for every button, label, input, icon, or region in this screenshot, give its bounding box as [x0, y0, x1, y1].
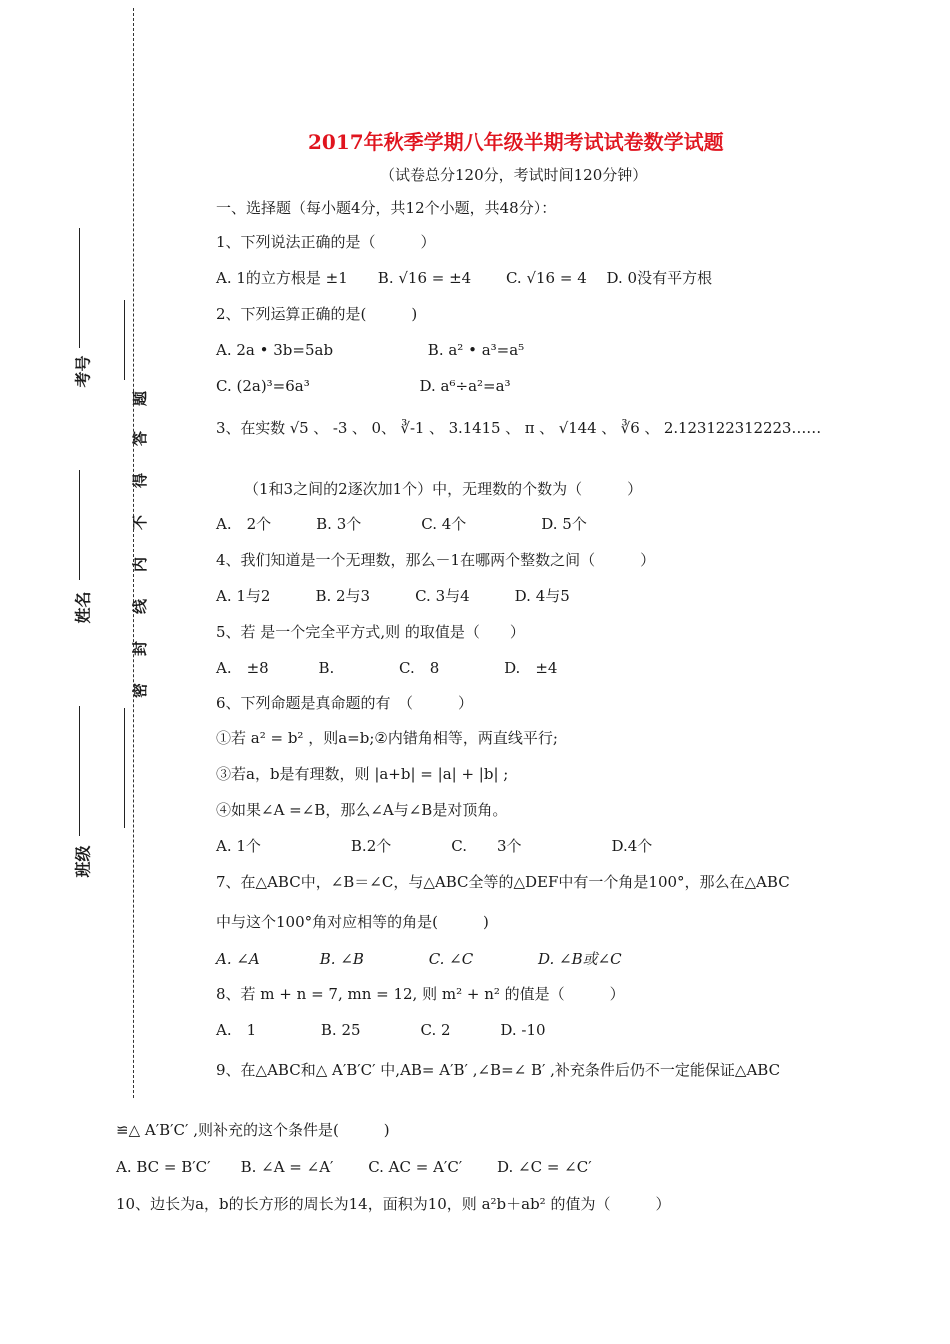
exam-title: 2017年秋季学期八年级半期考试试卷数学试题 — [308, 130, 724, 154]
question-2-options-cd: C. (2a)³=6a³ D. a⁶÷a²=a³ — [216, 377, 511, 395]
question-10: 10、边长为a，b的长方形的周长为14，面积为10，则 a²b＋ab² 的值为（ ） — [116, 1195, 671, 1213]
seal-char-7: 封 — [131, 640, 150, 657]
binding-dashed-line — [133, 8, 134, 1098]
seal-char-6: 线 — [131, 598, 150, 615]
question-8: 8、若 m + n = 7, mn = 12, 则 m² + n² 的值是（ ） — [216, 985, 625, 1003]
question-6-statement-1-2: ①若 a² = b² ，则a=b;②内错角相等，两直线平行; — [216, 729, 558, 747]
question-9-options: A. BC = B′C′ B. ∠A = ∠A′ C. AC = A′C′ D. ∠C = ∠C′ — [116, 1158, 592, 1176]
question-5: 5、若 是一个完全平方式,则 的取值是（ ） — [216, 623, 525, 641]
label-underline-xingming — [79, 470, 80, 580]
seal-line-upper — [124, 300, 125, 380]
seal-line-lower — [124, 708, 125, 828]
question-1-options: A. 1的立方根是 ±1 B. √16 = ±4 C. √16 = 4 D. 0没有平方根 — [216, 269, 713, 287]
section-heading: 一、选择题（每小题4分，共12个小题，共48分）： — [216, 199, 557, 217]
name-label: 姓名 — [73, 591, 93, 624]
seal-char-4: 不 — [131, 514, 150, 531]
question-2-options-ab: A. 2a • 3b=5ab B. a² • a³=a⁵ — [216, 341, 525, 359]
question-7: 7、在△ABC中，∠B＝∠C，与△ABC全等的△DEF中有一个角是100°，那么在△ABC — [216, 873, 790, 891]
question-3-options: A. 2个 B. 3个 C. 4个 D. 5个 — [216, 515, 587, 533]
label-underline-banji — [79, 706, 80, 836]
question-3: 3、在实数 √5 、 -3 、 0、 ∛-1 、 3.1415 、 π 、 √144 、 ∛6 、 2.123122312223…… — [216, 419, 822, 437]
question-3-continued: （1和3之间的2逐次加1个）中，无理数的个数为（ ） — [244, 480, 643, 498]
seal-char-3: 得 — [131, 472, 150, 489]
question-6-statement-4: ④如果∠A =∠B，那么∠A与∠B是对顶角。 — [216, 801, 508, 819]
question-6-statement-3: ③若a，b是有理数，则 |a+b| = |a| + |b| ; — [216, 765, 509, 783]
question-6-options: A. 1个 B.2个 C. 3个 D.4个 — [216, 837, 653, 855]
question-7-options: A. ∠A B. ∠B C. ∠C D. ∠B或∠C — [216, 950, 622, 968]
seal-char-5: 内 — [131, 556, 150, 573]
question-9-continued: ≌△ A′B′C′ ,则补充的这个条件是( ) — [116, 1121, 390, 1139]
question-5-options: A. ±8 B. C. 8 D. ±4 — [216, 659, 558, 677]
class-label: 班级 — [73, 845, 93, 878]
seal-char-8: 密 — [131, 682, 150, 699]
question-8-options: A. 1 B. 25 C. 2 D. -10 — [216, 1021, 546, 1039]
question-2: 2、下列运算正确的是( ) — [216, 305, 418, 323]
label-underline-kaohao — [79, 228, 80, 348]
question-4: 4、我们知道是一个无理数，那么－1在哪两个整数之间（ ） — [216, 551, 656, 569]
question-9: 9、在△ABC和△ A′B′C′ 中,AB= A′B′ ,∠B=∠ B′ ,补充条件后仍不一定能保证△ABC — [216, 1061, 781, 1079]
question-7-continued: 中与这个100°角对应相等的角是( ) — [216, 913, 489, 931]
exam-subtitle: （试卷总分120分，考试时间120分钟） — [380, 166, 648, 184]
question-4-options: A. 1与2 B. 2与3 C. 3与4 D. 4与5 — [216, 587, 570, 605]
exam-number-label: 考号 — [73, 355, 93, 388]
question-6: 6、下列命题是真命题的有 （ ） — [216, 694, 474, 712]
seal-char-1: 题 — [131, 390, 150, 407]
seal-char-2: 答 — [131, 430, 150, 447]
question-1: 1、下列说法正确的是（ ） — [216, 233, 436, 251]
